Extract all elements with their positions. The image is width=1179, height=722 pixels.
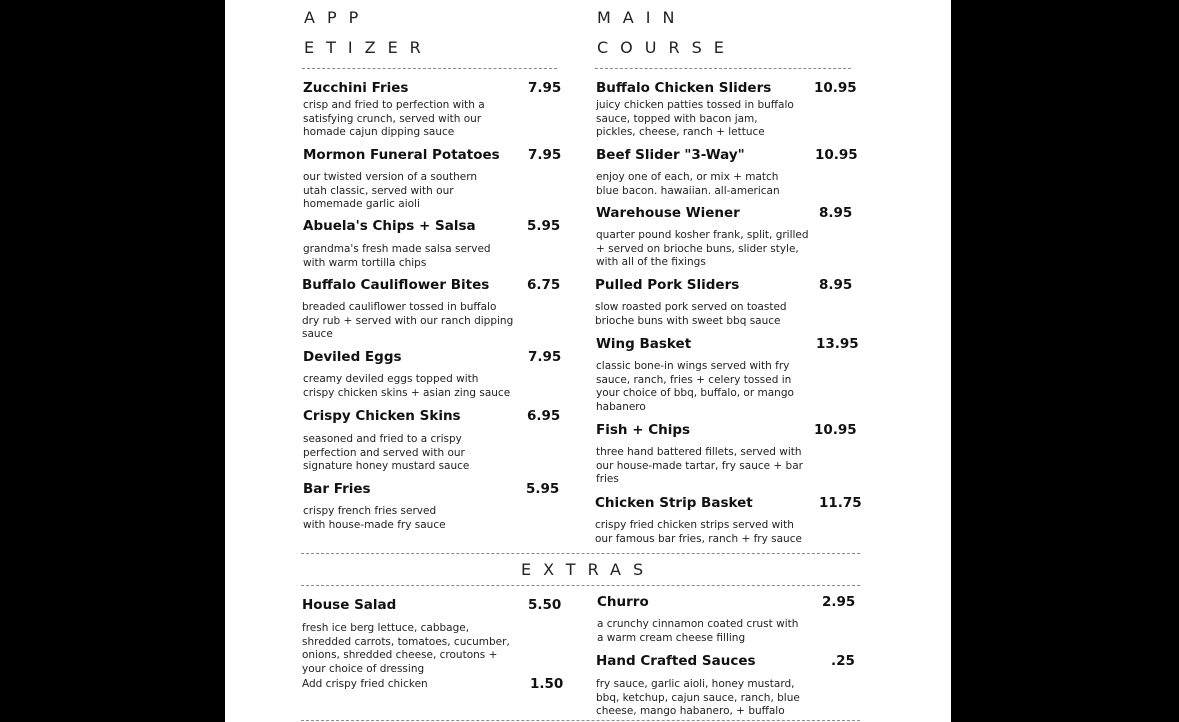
item-price: 6.95 [527, 408, 561, 424]
item-description: creamy deviled eggs topped with crispy chicken skins + asian zing sauce [303, 373, 511, 399]
item-price: 8.95 [819, 277, 853, 293]
item-price: 13.95 [816, 336, 859, 352]
item-description: classic bone-in wings served with fry sauce, ranch, fries + celery tossed in your choice of bbq, buffalo, or mango habanero [596, 360, 794, 413]
item-price: 2.95 [822, 594, 856, 610]
item-description: juicy chicken patties tossed in buffalo sauce, topped with bacon jam, pickles, cheese, ranch + lettuce [596, 99, 794, 138]
item-price: 5.95 [527, 218, 561, 234]
item-description: crispy fried chicken strips served with our famous bar fries, ranch + fry sauce [595, 519, 802, 545]
item-price: 10.95 [814, 80, 857, 96]
addon-price: 1.50 [530, 676, 564, 692]
item-description: fry sauce, garlic aioli, honey mustard, bbq, ketchup, cajun sauce, ranch, blue cheese, mango habanero, + buffalo [596, 678, 800, 717]
item-name: Deviled Eggs [303, 349, 402, 365]
main-course-divider [595, 68, 851, 69]
item-price: .25 [831, 653, 855, 669]
item-price: 5.50 [528, 597, 562, 613]
item-description: seasoned and fried to a crispy perfection and served with our signature honey mustard sauce [303, 433, 470, 472]
appetizer-heading-line1: APP [304, 8, 371, 27]
item-name: Churro [597, 594, 649, 610]
item-name: Buffalo Cauliflower Bites [302, 277, 490, 293]
item-price: 7.95 [528, 80, 562, 96]
item-description: slow roasted pork served on toasted brioche buns with sweet bbq sauce [595, 301, 787, 327]
extras-heading: EXTRAS [521, 560, 656, 579]
item-name: Pulled Pork Sliders [595, 277, 740, 293]
item-name: Warehouse Wiener [596, 205, 740, 221]
item-description: enjoy one of each, or mix + match blue bacon. hawaiian. all-american [596, 171, 780, 197]
item-name: Bar Fries [303, 481, 371, 497]
item-price: 7.95 [528, 147, 562, 163]
appetizer-divider [302, 68, 557, 69]
item-description: crisp and fried to perfection with a satisfying crunch, served with our homade cajun dipping sauce [303, 99, 485, 138]
item-name: Crispy Chicken Skins [303, 408, 461, 424]
item-name: Zucchini Fries [303, 80, 409, 96]
item-price: 5.95 [526, 481, 560, 497]
item-name: Fish + Chips [596, 422, 691, 438]
item-name: Abuela's Chips + Salsa [303, 218, 476, 234]
item-description: three hand battered fillets, served with our house-made tartar, fry sauce + bar fries [596, 446, 803, 485]
item-name: Beef Slider "3-Way" [596, 147, 745, 163]
item-name: Mormon Funeral Potatoes [303, 147, 500, 163]
item-description: fresh ice berg lettuce, cabbage, shredded carrots, tomatoes, cucumber, onions, shredded cheese, croutons + your choice of dressing [302, 622, 510, 675]
extras-divider-top [301, 553, 860, 554]
item-name: Buffalo Chicken Sliders [596, 80, 772, 96]
menu-page [225, 0, 951, 722]
bottom-divider [301, 720, 860, 721]
item-description: our twisted version of a southern utah classic, served with our homemade garlic aioli [303, 171, 477, 210]
extras-divider-bottom [301, 585, 860, 586]
item-description: crispy french fries served with house-made fry sauce [303, 505, 446, 531]
item-description: a crunchy cinnamon coated crust with a warm cream cheese filling [597, 618, 799, 644]
item-name: Wing Basket [596, 336, 692, 352]
item-description: grandma's fresh made salsa served with warm tortilla chips [303, 243, 491, 269]
item-price: 7.95 [528, 349, 562, 365]
item-price: 10.95 [814, 422, 857, 438]
main-course-heading-line2: COURSE [597, 38, 736, 57]
appetizer-heading-line2: ETIZER [304, 38, 433, 57]
item-price: 8.95 [819, 205, 853, 221]
item-name: House Salad [302, 597, 397, 613]
item-price: 10.95 [815, 147, 858, 163]
item-description: breaded cauliflower tossed in buffalo dry rub + served with our ranch dipping sauce [302, 301, 514, 340]
main-course-heading-line1: MAIN [597, 8, 687, 27]
item-description: quarter pound kosher frank, split, grilled + served on brioche buns, slider style, with all of the fixings [596, 229, 809, 268]
item-price: 11.75 [819, 495, 862, 511]
item-price: 6.75 [527, 277, 561, 293]
addon-label: Add crispy fried chicken [302, 678, 428, 690]
item-name: Hand Crafted Sauces [596, 653, 756, 669]
item-name: Chicken Strip Basket [595, 495, 753, 511]
